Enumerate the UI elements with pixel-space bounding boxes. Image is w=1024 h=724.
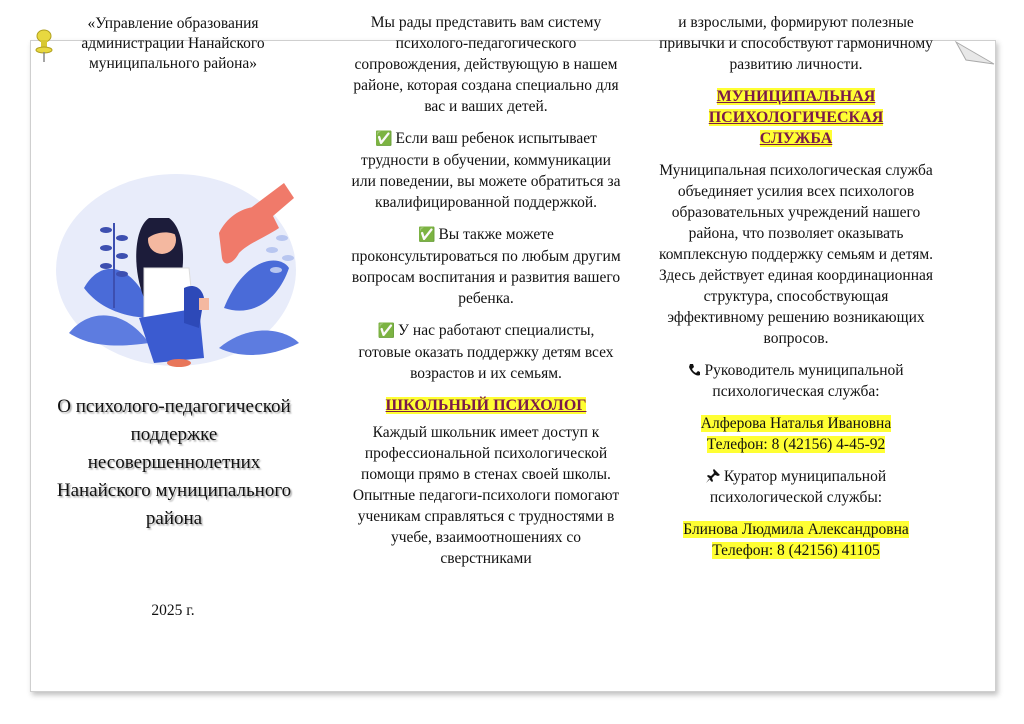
title-line: поддержке — [130, 424, 218, 445]
cover-title — [40, 393, 308, 533]
org-line: муниципального района» — [88, 55, 258, 72]
school-psychologist-heading: ШКОЛЬНЫЙ ПСИХОЛОГ — [385, 397, 587, 414]
point-text: Если ваш ребенок испытывает трудности в обучении, коммуникации или поведении, вы можете обратиться за квалифицированной поддержкой. — [351, 130, 621, 211]
point-3 — [350, 320, 622, 384]
service-paragraph: Муниципальная психологическая служба объединяет усилия всех психологов образовательных учреждений нашего района, что позволяет оказывать комплексную поддержку семьям и детям. Здесь действует единая координационная структура, способствующая эффективному решению возникающих вопросов. — [658, 162, 934, 347]
curator-name: Блинова Людмила Александровна — [683, 521, 909, 538]
pushpin-icon — [706, 469, 720, 483]
school-paragraph: Каждый школьник имеет доступ к профессиональной психологической помощи прямо в стенах своей школы. Опытные педагоги-психологи помогают ученикам справляться с трудностями в учебе, взаимоотношениях со сверстниками — [352, 424, 620, 567]
check-icon: ✅ — [377, 323, 396, 339]
point-2 — [350, 224, 622, 309]
head-label — [654, 360, 938, 402]
curator-phone: Телефон: 8 (42156) 41105 — [712, 542, 880, 559]
intro-paragraph: Мы рады представить вам систему психолого-педагогического сопровождения, действующую в нашем районе, которая создана специально для вас и ваших детей. — [353, 14, 619, 115]
right-panel — [654, 12, 938, 572]
curator-label-text: Куратор муниципальной психологической службы: — [709, 468, 887, 506]
check-icon: ✅ — [375, 131, 393, 147]
phone-icon — [688, 363, 700, 377]
school-heading-wrap — [350, 395, 622, 416]
head-contact — [654, 413, 938, 455]
heading-line: СЛУЖБА — [759, 130, 833, 147]
org-line: администрации Нанайского — [81, 35, 265, 52]
check-icon: ✅ — [418, 227, 436, 243]
point-1 — [350, 128, 622, 213]
middle-panel — [350, 12, 622, 580]
service-heading — [654, 86, 938, 149]
heading-line: ПСИХОЛОГИЧЕСКАЯ — [708, 109, 884, 126]
curator-contact — [654, 519, 938, 561]
head-name: Алферова Наталья Ивановна — [700, 415, 892, 432]
point-text: Вы также можете проконсультироваться по любым другим вопросам воспитания и развития вашего ребенка. — [351, 226, 621, 307]
page-curl — [952, 40, 996, 66]
point-text: У нас работают специалисты, готовые оказать поддержку детям всех возрастов и их семьям. — [358, 322, 614, 382]
organization-name — [48, 14, 298, 74]
title-line: Нанайского муниципального — [56, 480, 292, 501]
head-label-text: Руководитель муниципальной психологическая служба: — [704, 362, 904, 400]
curator-label — [654, 466, 938, 508]
title-line: района — [145, 508, 203, 529]
title-line: О психолого-педагогической — [57, 396, 291, 417]
cover-panel — [48, 12, 298, 74]
heading-line: МУНИЦИПАЛЬНАЯ — [716, 88, 876, 105]
head-phone: Телефон: 8 (42156) 4-45-92 — [706, 436, 886, 453]
title-line: несовершеннолетних — [87, 452, 261, 473]
continuation-paragraph: и взрослыми, формируют полезные привычки и способствуют гармоничному развитию личности. — [659, 14, 933, 73]
year: 2025 г. — [151, 602, 195, 619]
org-line: «Управление образования — [87, 15, 259, 32]
sad-girl-illustration — [44, 158, 309, 383]
